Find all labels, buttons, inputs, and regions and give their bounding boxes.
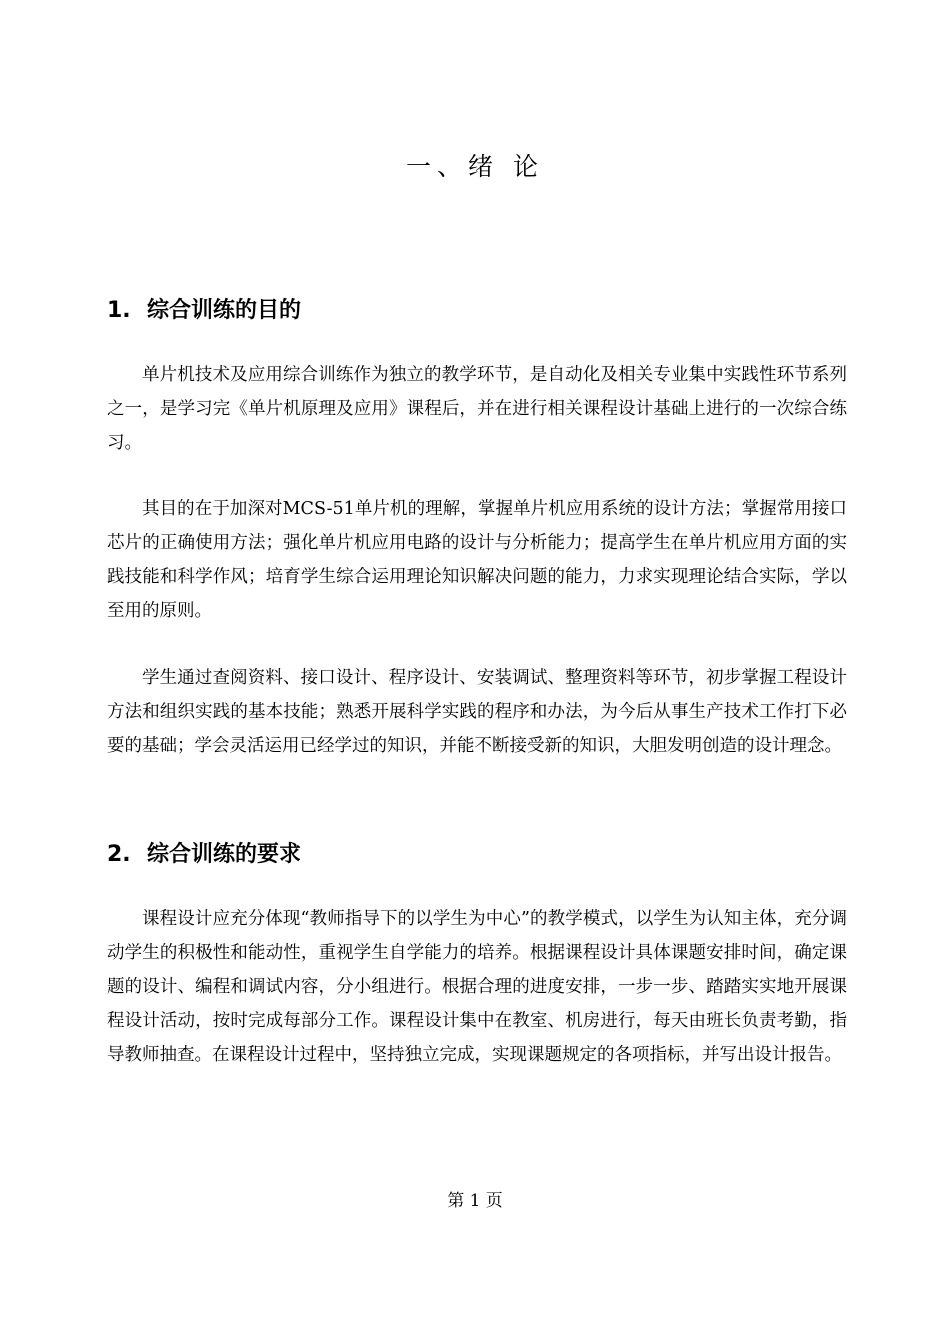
section-heading-purpose [107,296,847,326]
page-number: 第 1 页 [447,1191,503,1211]
section-heading-requirements [107,840,847,870]
paragraph: 课程设计应充分体现“教师指导下的以学生为中心”的教学模式，以学生为认知主体，充分调动学生的积极性和能动性，重视学生自学能力的培养。根据课程设计具体课题安排时间，确定课题的设计、编程和调试内容，分小组进行。根据合理的进度安排，一步一步、踏踏实实地开展课程设计活动，按时完成每部分工作。课程设计集中在教室、机房进行，每天由班长负责考勤，指导教师抽查。在课程设计过程中，坚持独立完成，实现课题规定的各项指标，并写出设计报告。 [107,909,847,1065]
paragraph: 单片机技术及应用综合训练作为独立的教学环节，是自动化及相关专业集中实践性环节系列之一，是学习完《单片机原理及应用》课程后，并在进行相关课程设计基础上进行的一次综合练习。 [107,365,847,453]
section-title: 综合训练的目的 [147,298,302,323]
paragraph: 学生通过查阅资料、接口设计、程序设计、安装调试、整理资料等环节，初步掌握工程设计方法和组织实践的基本技能；熟悉开展科学实践的程序和办法，为今后从事生产技术工作打下必要的基础；学会灵活运用已经学过的知识，并能不断接受新的知识，大胆发明创造的设计理念。 [107,668,847,756]
section-number: 2. [107,842,131,867]
paragraph: 其目的在于加深对MCS-51单片机的理解，掌握单片机应用系统的设计方法；掌握常用接口芯片的正确使用方法；强化单片机应用电路的设计与分析能力；提高学生在单片机应用方面的实践技能和科学作风；培育学生综合运用理论知识解决问题的能力，力求实现理论结合实际，学以至用的原则。 [107,499,847,621]
section-number: 1. [107,298,131,323]
section-title: 综合训练的要求 [147,842,302,867]
chapter-title: 一、绪 论 [406,152,544,181]
